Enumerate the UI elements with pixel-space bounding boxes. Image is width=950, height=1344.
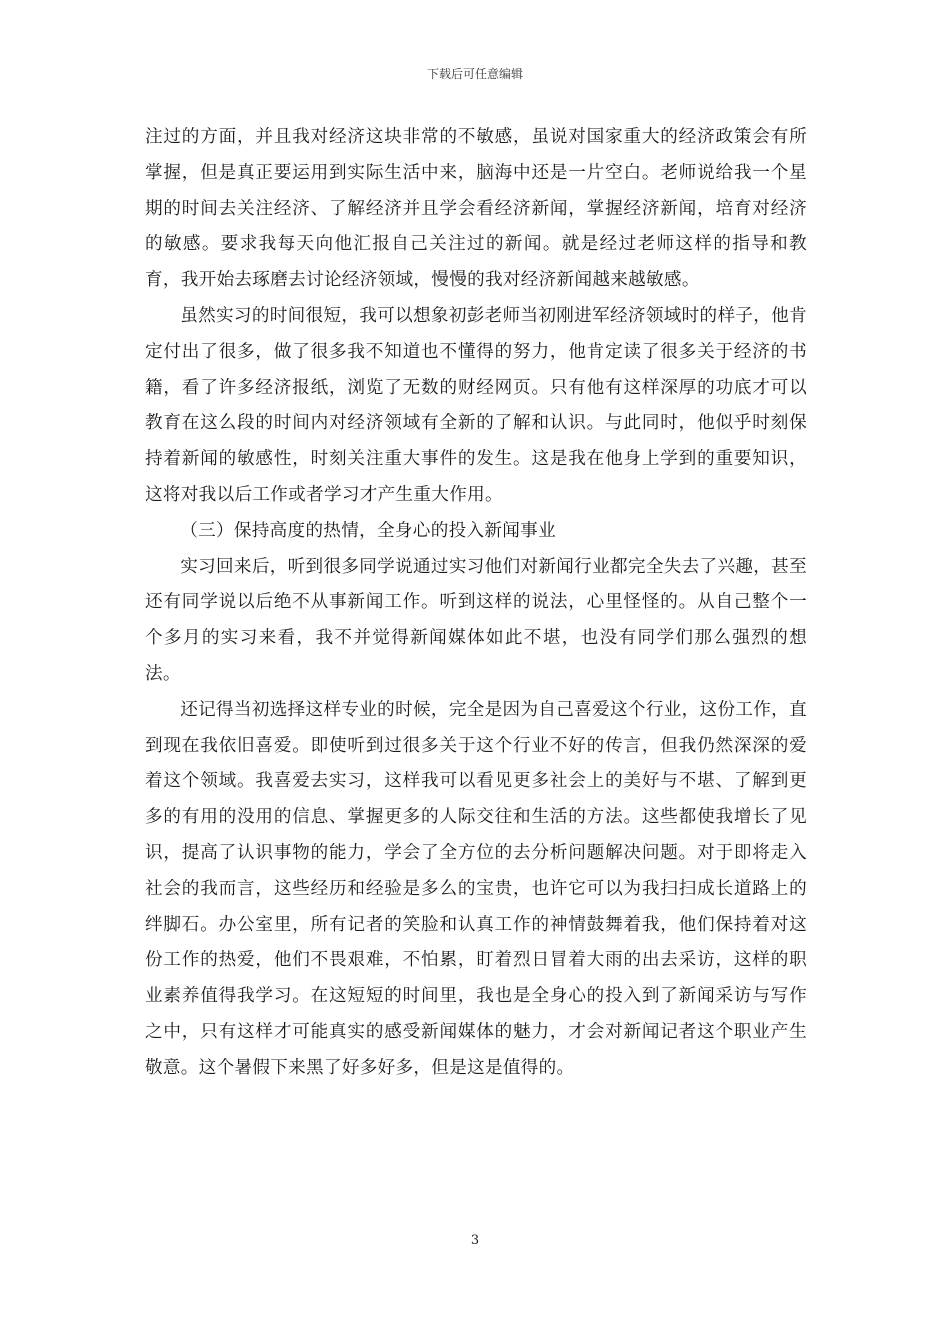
document-body bbox=[145, 120, 807, 1087]
page-header: 下载后可任意编辑 bbox=[426, 67, 523, 81]
paragraph-3: 实习回来后，听到很多同学说通过实习他们对新闻行业都完全失去了兴趣，甚至还有同学说以后绝不从事新闻工作。听到这样的说法，心里怪怪的。从自己整个一个多月的实习来看，我不并觉得新闻媒体如此不堪，也没有同学们那么强烈的想法。 bbox=[145, 556, 807, 684]
page-number: 3 bbox=[470, 1233, 480, 1248]
section-heading: （三）保持高度的热情，全身心的投入新闻事业 bbox=[180, 520, 556, 541]
paragraph-4: 还记得当初选择这样专业的时候，完全是因为自己喜爱这个行业，这份工作，直到现在我依旧喜爱。即使听到过很多关于这个行业不好的传言，但我仍然深深的爱着这个领域。我喜爱去实习，这样我可以看见更多社会上的美好与不堪、了解到更多的有用的没用的信息、掌握更多的人际交往和生活的方法。这些都使我增长了见识，提高了认识事物的能力，学会了全方位的去分析问题解决问题。对于即将走入社会的我而言，这些经历和经验是多么的宝贵，也许它可以为我扫扫成长道路上的绊脚石。办公室里，所有记者的笑脸和认真工作的神情鼓舞着我，他们保持着对这份工作的热爱，他们不畏艰难，不怕累，盯着烈日冒着大雨的出去采访，这样的职业素养值得我学习。在这短短的时间里，我也是全身心的投入到了新闻采访与写作之中，只有这样才可能真实的感受新闻媒体的魅力，才会对新闻记者这个职业产生敬意。这个暑假下来黑了好多好多，但是这是值得的。 bbox=[145, 699, 807, 1078]
paragraph-2: 虽然实习的时间很短，我可以想象初彭老师当初刚进军经济领域时的样子，他肯定付出了很多，做了很多我不知道也不懂得的努力，他肯定读了很多关于经济的书籍，看了许多经济报纸，浏览了无数的财经网页。只有他有这样深厚的功底才可以教育在这么段的时间内对经济领域有全新的了解和认识。与此同时，他似乎时刻保持着新闻的敏感性，时刻关注重大事件的发生。这是我在他身上学到的重要知识，这将对我以后工作或者学习才产生重大作用。 bbox=[145, 305, 807, 505]
paragraph-1: 注过的方面，并且我对经济这块非常的不敏感，虽说对国家重大的经济政策会有所掌握，但是真正要运用到实际生活中来，脑海中还是一片空白。老师说给我一个星期的时间去关注经济、了解经济并且学会看经济新闻，掌握经济新闻，培育对经济的敏感。要求我每天向他汇报自己关注过的新闻。就是经过老师这样的指导和教育，我开始去琢磨去讨论经济领域，慢慢的我对经济新闻越来越敏感。 bbox=[145, 127, 807, 291]
